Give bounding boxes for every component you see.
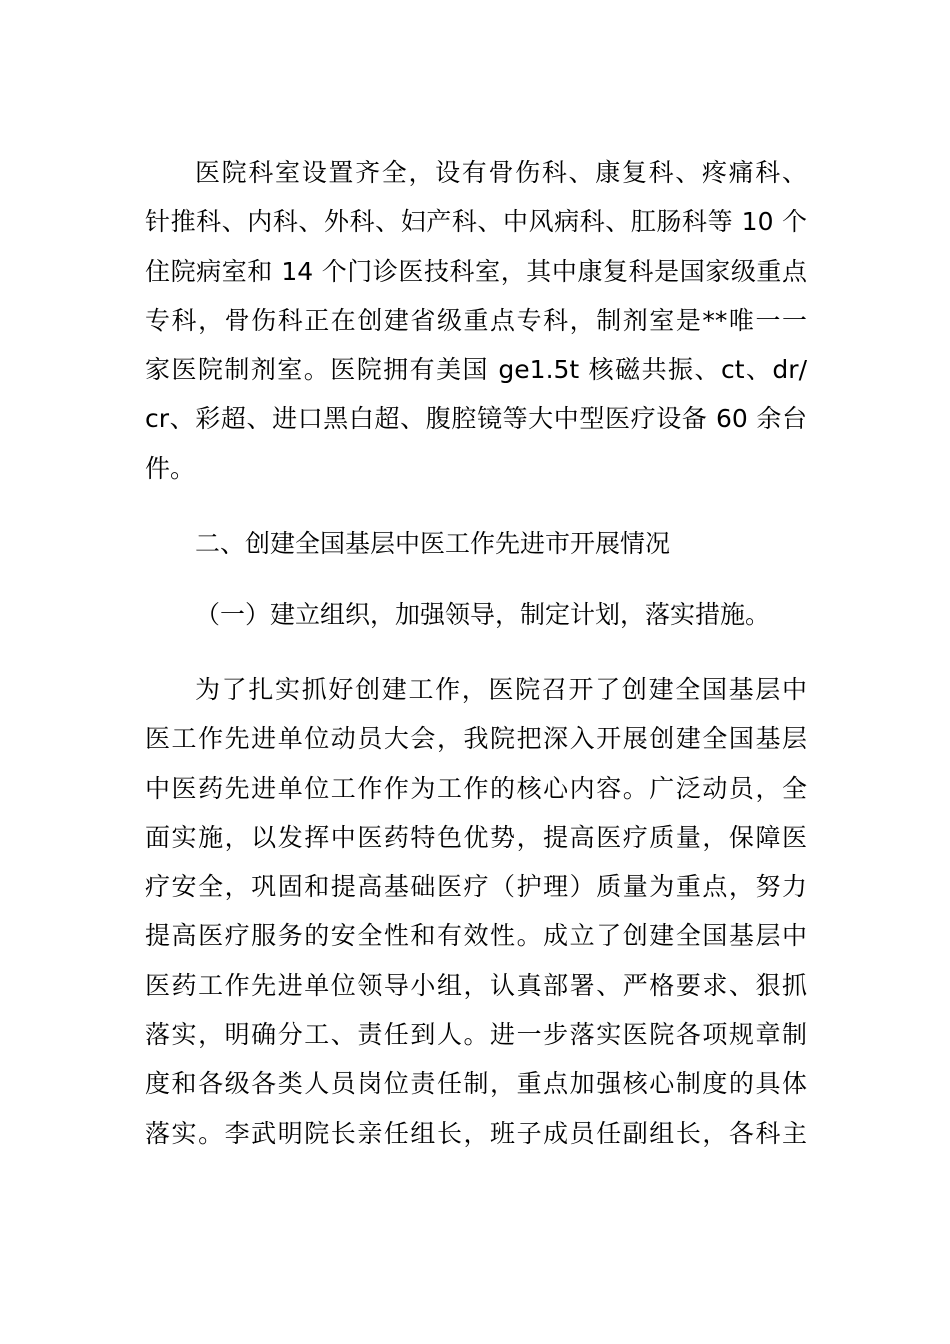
paragraph-line: 疗安全，巩固和提高基础医疗（护理）质量为重点，努力 bbox=[145, 872, 807, 902]
paragraph-line: 家医院制剂室。医院拥有美国 ge1.5t 核磁共振、ct、dr/ bbox=[145, 355, 807, 385]
paragraph-line: 落实，明确分工、责任到人。进一步落实医院各项规章制 bbox=[145, 1020, 807, 1050]
paragraph-line: 专科，骨伤科正在创建省级重点专科，制剂室是**唯一一 bbox=[145, 305, 807, 335]
paragraph-line: 面实施，以发挥中医药特色优势，提高医疗质量，保障医 bbox=[145, 822, 807, 852]
paragraph-line: 医工作先进单位动员大会，我院把深入开展创建全国基层 bbox=[145, 724, 807, 754]
paragraph-line: 提高医疗服务的安全性和有效性。成立了创建全国基层中 bbox=[145, 921, 807, 951]
paragraph-line: 度和各级各类人员岗位责任制，重点加强核心制度的具体 bbox=[145, 1069, 807, 1099]
paragraph-organization bbox=[145, 665, 807, 1158]
paragraph-line: 为了扎实抓好创建工作，医院召开了创建全国基层中 bbox=[195, 675, 807, 704]
paragraph-line: 医院科室设置齐全，设有骨伤科、康复科、疼痛科、 bbox=[195, 158, 807, 187]
paragraph-line: 件。 bbox=[145, 453, 196, 483]
paragraph-line: 住院病室和 14 个门诊医技科室，其中康复科是国家级重点 bbox=[145, 256, 807, 286]
paragraph-line: 医药工作先进单位领导小组，认真部署、严格要求、狠抓 bbox=[145, 970, 807, 1000]
paragraph-line: 中医药先进单位工作作为工作的核心内容。广泛动员，全 bbox=[145, 773, 807, 803]
paragraph-line: 针推科、内科、外科、妇产科、中风病科、肛肠科等 10 个 bbox=[145, 207, 807, 237]
paragraph-line: cr、彩超、进口黑白超、腹腔镜等大中型医疗设备 60 余台 bbox=[145, 404, 807, 434]
paragraph-hospital-departments bbox=[145, 148, 807, 493]
subsection-heading: （一）建立组织，加强领导，制定计划，落实措施。 bbox=[195, 600, 771, 629]
paragraph-line: 落实。李武明院长亲任组长，班子成员任副组长，各科主 bbox=[145, 1118, 807, 1148]
section-heading: 二、创建全国基层中医工作先进市开展情况 bbox=[195, 529, 671, 558]
